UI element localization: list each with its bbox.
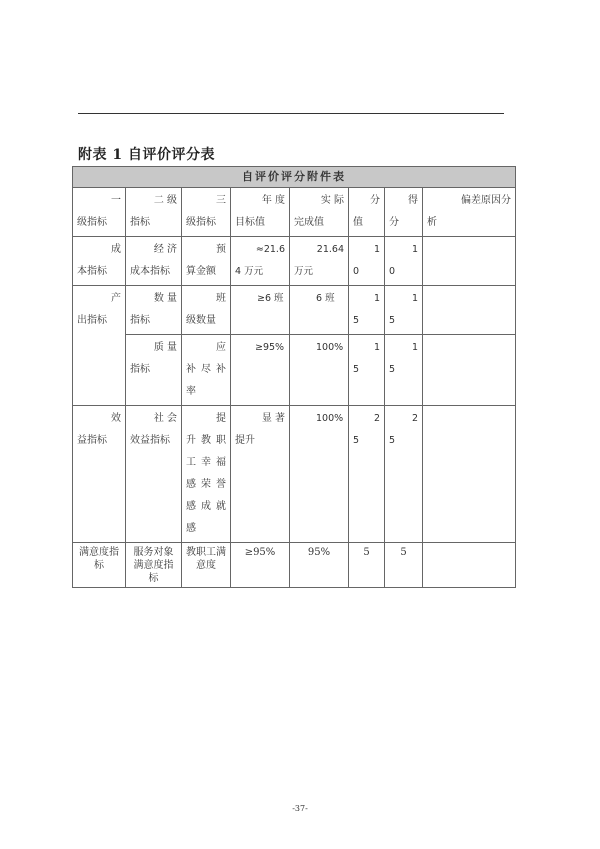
header-cell-level3: 三 级指标	[182, 188, 231, 237]
cell-level3: 班 级数量	[182, 286, 231, 335]
cell-score-value: 1 0	[349, 237, 385, 286]
table-caption: 自评价评分附件表	[73, 167, 516, 188]
cell-level3: 教职工满意度	[182, 543, 231, 588]
cell-actual: 100%	[290, 406, 349, 543]
top-rule	[78, 113, 504, 114]
header-cell-level1: 一 级指标	[73, 188, 126, 237]
cell-deviation	[423, 335, 516, 406]
cell-score: 1 5	[385, 335, 423, 406]
cell-level2: 社 会 效益指标	[126, 406, 182, 543]
header-cell-deviation: 偏差原因分 析	[423, 188, 516, 237]
cell-score-value: 2 5	[349, 406, 385, 543]
evaluation-table	[72, 166, 516, 588]
page-number: -37-	[292, 804, 308, 813]
cell-level1: 效 益指标	[73, 406, 126, 543]
cell-score-value: 1 5	[349, 286, 385, 335]
table-row	[73, 406, 516, 543]
table-row	[73, 286, 516, 335]
cell-deviation	[423, 543, 516, 588]
cell-deviation	[423, 237, 516, 286]
cell-actual: 100%	[290, 335, 349, 406]
page-heading: 附表 1 自评价评分表	[78, 147, 215, 163]
header-row	[73, 188, 516, 237]
cell-level2: 经 济 成本指标	[126, 237, 182, 286]
table-row	[73, 237, 516, 286]
cell-score: 2 5	[385, 406, 423, 543]
cell-level1: 成 本指标	[73, 237, 126, 286]
cell-score: 1 5	[385, 286, 423, 335]
cell-level1: 产 出指标	[73, 286, 126, 406]
cell-score: 1 0	[385, 237, 423, 286]
cell-actual: 21.64 万元	[290, 237, 349, 286]
cell-deviation	[423, 286, 516, 335]
table-row	[73, 335, 516, 406]
cell-target: ≈21.6 4 万元	[231, 237, 290, 286]
cell-level1: 满意度指标	[73, 543, 126, 588]
header-cell-level2: 二 级 指标	[126, 188, 182, 237]
cell-target: ≥6 班	[231, 286, 290, 335]
cell-level3: 应 补 尽 补 率	[182, 335, 231, 406]
cell-target: 显 著 提升	[231, 406, 290, 543]
cell-target: ≥95%	[231, 335, 290, 406]
header-cell-score-value: 分 值	[349, 188, 385, 237]
cell-score-value: 1 5	[349, 335, 385, 406]
header-cell-score: 得 分	[385, 188, 423, 237]
cell-actual: 95%	[290, 543, 349, 588]
cell-level2: 服务对象满意度指标	[126, 543, 182, 588]
cell-actual: 6 班	[290, 286, 349, 335]
cell-deviation	[423, 406, 516, 543]
cell-level2: 数 量 指标	[126, 286, 182, 335]
cell-level2: 质 量 指标	[126, 335, 182, 406]
header-cell-actual: 实 际 完成值	[290, 188, 349, 237]
cell-level3: 提 升 教 职 工 幸 福 感 荣 誉 感 成 就 感	[182, 406, 231, 543]
cell-target: ≥95%	[231, 543, 290, 588]
cell-score: 5	[385, 543, 423, 588]
table-row	[73, 543, 516, 588]
cell-score-value: 5	[349, 543, 385, 588]
cell-level3: 预 算金额	[182, 237, 231, 286]
header-cell-target: 年 度 目标值	[231, 188, 290, 237]
